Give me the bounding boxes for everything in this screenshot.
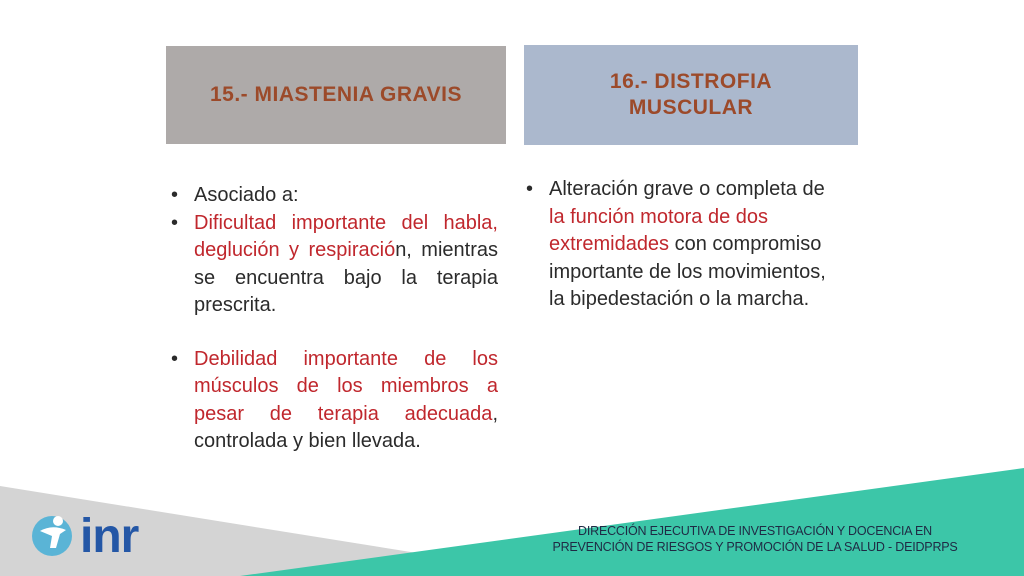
bullet-alteracion-p3: con compromiso importante de los movimientos, la bipedestación o la marcha. xyxy=(549,233,826,310)
footer-line1: DIRECCIÓN EJECUTIVA DE INVESTIGACIÓN Y DOCENCIA EN xyxy=(578,524,932,538)
bullet-debilidad-rest: , controlada y bien llevada. xyxy=(194,402,498,452)
bullet-alteracion xyxy=(525,176,845,314)
footer-institution xyxy=(520,523,990,555)
header-miastenia-gravis xyxy=(166,46,506,144)
bullet-debilidad-red: Debilidad importante de los músculos de los miembros a pesar de terapia adecuada xyxy=(194,347,498,425)
inr-logo-text: inr xyxy=(80,510,139,563)
right-column xyxy=(525,176,845,314)
bullet-dificultad-rest: n, mientras se encuentra bajo la terapia prescrita. xyxy=(194,239,498,316)
bullet-dificultad-red: Dificultad importante del habla, deglución y respiració xyxy=(194,211,498,261)
footer-line2: PREVENCIÓN DE RIESGOS Y PROMOCIÓN DE LA SALUD - DEIDPRPS xyxy=(552,540,958,554)
person-icon xyxy=(53,516,63,526)
bullet-alteracion-p1: Alteración grave o completa de xyxy=(549,178,825,200)
left-column xyxy=(170,182,498,456)
header-right-line1: 16.- DISTROFIA xyxy=(609,70,773,93)
header-distrofia-muscular xyxy=(524,45,858,145)
header-right-line2: MUSCULAR xyxy=(628,96,754,119)
logo-mark xyxy=(32,516,72,556)
header-left-text: 15.- MIASTENIA GRAVIS xyxy=(209,83,463,106)
bullet-alteracion-red: la función motora de dos extremidades xyxy=(549,205,769,255)
bullet-asociado-text: Asociado a: xyxy=(194,184,299,206)
bullet-debilidad xyxy=(170,346,498,456)
bullet-asociado xyxy=(170,182,498,210)
bullet-dificultad xyxy=(170,210,498,320)
